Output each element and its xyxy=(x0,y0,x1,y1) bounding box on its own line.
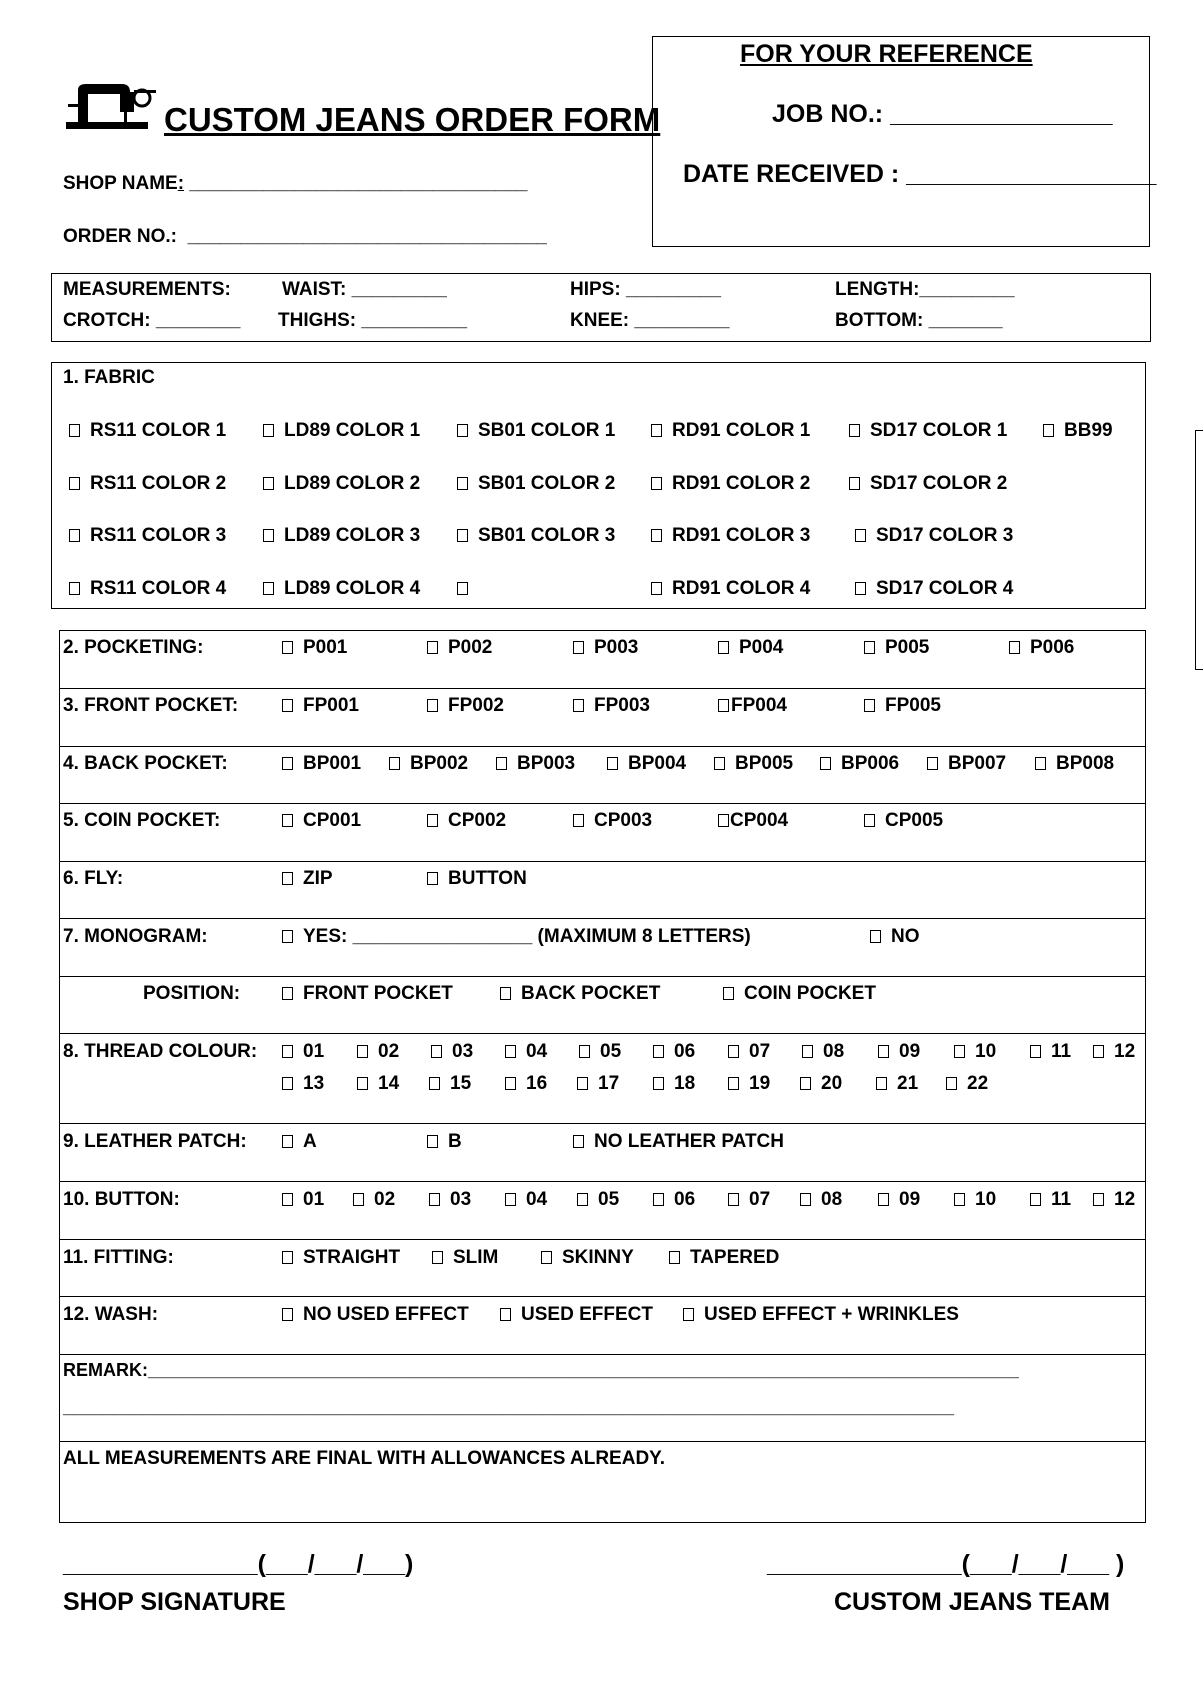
checkbox[interactable] xyxy=(427,814,438,827)
coin-pocket-option[interactable]: CP005 xyxy=(864,810,943,832)
pocketing-option[interactable]: P005 xyxy=(864,637,929,659)
pocketing-option[interactable]: P003 xyxy=(573,637,638,659)
fly-option[interactable]: ZIP xyxy=(282,868,333,890)
leather-patch-option[interactable]: B xyxy=(427,1131,462,1153)
checkbox[interactable] xyxy=(946,1077,957,1090)
row-divider xyxy=(59,746,1146,747)
button-option[interactable]: 09 xyxy=(878,1189,920,1211)
checkbox[interactable] xyxy=(651,529,662,542)
button-option[interactable]: 08 xyxy=(800,1189,842,1211)
checkbox[interactable] xyxy=(457,424,468,437)
thread-colour-option[interactable]: 11 xyxy=(1030,1041,1071,1063)
button-option[interactable]: 12 xyxy=(1093,1189,1135,1211)
wash-option[interactable]: NO USED EFFECT xyxy=(282,1304,469,1326)
button-option[interactable]: 01 xyxy=(282,1189,324,1211)
button-label: 10. BUTTON: xyxy=(63,1189,180,1210)
checkbox[interactable] xyxy=(718,814,729,827)
fitting-option[interactable]: STRAIGHT xyxy=(282,1247,400,1269)
thread-colour-option[interactable]: 16 xyxy=(505,1073,547,1095)
position-option[interactable]: COIN POCKET xyxy=(723,983,876,1005)
checkbox[interactable] xyxy=(800,1077,811,1090)
button-option[interactable]: 05 xyxy=(577,1189,619,1211)
waist-field[interactable]: WAIST: _________ xyxy=(282,279,447,300)
wash-label: 12. WASH: xyxy=(63,1304,159,1325)
checkbox[interactable] xyxy=(954,1193,965,1206)
shop-name-field[interactable]: SHOP NAME: ________________________________ xyxy=(63,173,528,194)
checkbox[interactable] xyxy=(263,529,274,542)
thread-colour-option[interactable]: 17 xyxy=(577,1073,619,1095)
checkbox[interactable] xyxy=(263,477,274,490)
fabric-option[interactable]: LD89 COLOR 3 xyxy=(263,525,420,547)
thread-colour-option[interactable]: 22 xyxy=(946,1073,988,1095)
bottom-field[interactable]: BOTTOM: _______ xyxy=(835,310,1003,331)
checkbox[interactable] xyxy=(457,477,468,490)
row-divider xyxy=(59,1239,1146,1240)
checkbox[interactable] xyxy=(573,699,584,712)
button-option[interactable]: 11 xyxy=(1030,1189,1071,1211)
row-divider xyxy=(59,1296,1146,1297)
checkbox[interactable] xyxy=(1093,1193,1104,1206)
page-title: CUSTOM JEANS ORDER FORM xyxy=(164,101,661,138)
checkbox[interactable] xyxy=(282,699,293,712)
checkbox[interactable] xyxy=(431,1045,442,1058)
back-pocket-option[interactable]: BP005 xyxy=(714,753,793,775)
back-pocket-option[interactable]: BP001 xyxy=(282,753,361,775)
checkbox[interactable] xyxy=(69,477,80,490)
checkbox[interactable] xyxy=(432,1251,443,1264)
checkbox[interactable] xyxy=(718,641,729,654)
thread-colour-option[interactable]: 01 xyxy=(282,1041,324,1063)
checkbox[interactable] xyxy=(69,424,80,437)
checkbox[interactable] xyxy=(282,641,293,654)
row-divider xyxy=(59,1441,1146,1442)
checkbox[interactable] xyxy=(1093,1045,1104,1058)
thread-colour-option[interactable]: 03 xyxy=(431,1041,473,1063)
pocketing-option[interactable]: P002 xyxy=(427,637,492,659)
front-pocket-option[interactable]: FP001 xyxy=(282,695,359,717)
row-divider xyxy=(59,688,1146,689)
knee-field[interactable]: KNEE: _________ xyxy=(570,310,730,331)
monogram-no-option[interactable]: NO xyxy=(870,926,920,948)
coin-pocket-option[interactable]: CP002 xyxy=(427,810,506,832)
pocketing-option[interactable]: P001 xyxy=(282,637,347,659)
checkbox[interactable] xyxy=(282,987,293,1000)
leather-patch-option[interactable]: NO LEATHER PATCH xyxy=(573,1131,784,1153)
row-divider xyxy=(59,976,1146,977)
thread-colour-option[interactable]: 08 xyxy=(802,1041,844,1063)
checkbox[interactable] xyxy=(607,757,618,770)
thread-colour-option[interactable]: 19 xyxy=(728,1073,770,1095)
job-no-field[interactable]: JOB NO.: ________________ xyxy=(772,100,1113,128)
thread-colour-option[interactable]: 20 xyxy=(800,1073,842,1095)
reference-title: FOR YOUR REFERENCE xyxy=(740,40,1033,68)
checkbox[interactable] xyxy=(669,1251,680,1264)
remark-line[interactable]: _________________________________________________________________________________________ xyxy=(63,1397,954,1417)
front-pocket-option[interactable]: FP004 xyxy=(718,695,787,717)
checkbox[interactable] xyxy=(800,1193,811,1206)
crotch-field[interactable]: CROTCH: ________ xyxy=(63,310,241,331)
row-divider xyxy=(59,1354,1146,1355)
pocketing-label: 2. POCKETING: xyxy=(63,637,204,658)
checkbox[interactable] xyxy=(1030,1045,1041,1058)
checkbox[interactable] xyxy=(263,582,274,595)
button-option[interactable]: 10 xyxy=(954,1189,996,1211)
fabric-option[interactable]: LD89 COLOR 1 xyxy=(263,420,420,442)
button-option[interactable]: 02 xyxy=(353,1189,395,1211)
checkbox[interactable] xyxy=(714,757,725,770)
checkbox[interactable] xyxy=(282,814,293,827)
checkbox[interactable] xyxy=(357,1077,368,1090)
pocketing-option[interactable]: P006 xyxy=(1009,637,1074,659)
hips-field[interactable]: HIPS: _________ xyxy=(570,279,722,300)
fitting-option[interactable]: SLIM xyxy=(432,1247,498,1269)
checkbox[interactable] xyxy=(1035,757,1046,770)
wash-option[interactable]: USED EFFECT + WRINKLES xyxy=(683,1304,959,1326)
thread-colour-label: 8. THREAD COLOUR: xyxy=(63,1041,258,1062)
coin-pocket-option[interactable]: CP003 xyxy=(573,810,652,832)
position-option[interactable]: FRONT POCKET xyxy=(282,983,453,1005)
sewing-machine-icon xyxy=(64,82,162,134)
checkbox[interactable] xyxy=(427,699,438,712)
checkbox[interactable] xyxy=(496,757,507,770)
checkbox[interactable] xyxy=(849,424,860,437)
checkbox[interactable] xyxy=(878,1045,889,1058)
order-no-field[interactable]: ORDER NO.: __________________________________ xyxy=(63,226,547,247)
thread-colour-option[interactable]: 12 xyxy=(1093,1041,1135,1063)
fitting-option[interactable]: SKINNY xyxy=(541,1247,634,1269)
coin-pocket-option[interactable]: CP004 xyxy=(718,810,788,832)
thread-colour-option[interactable]: 09 xyxy=(878,1041,920,1063)
checkbox[interactable] xyxy=(389,757,400,770)
checkbox[interactable] xyxy=(457,529,468,542)
checkbox[interactable] xyxy=(855,529,866,542)
shop-signature-label: SHOP SIGNATURE xyxy=(63,1588,286,1616)
checkbox[interactable] xyxy=(651,477,662,490)
monogram-label: 7. MONOGRAM: xyxy=(63,926,208,947)
fabric-option[interactable]: BB99 xyxy=(1043,420,1113,442)
front-pocket-option[interactable]: FP005 xyxy=(864,695,941,717)
length-field[interactable]: LENGTH:_________ xyxy=(835,279,1015,300)
back-pocket-option[interactable]: BP002 xyxy=(389,753,468,775)
row-divider xyxy=(59,861,1146,862)
button-option[interactable]: 07 xyxy=(728,1189,770,1211)
checkbox[interactable] xyxy=(820,757,831,770)
fabric-option[interactable]: SD17 COLOR 3 xyxy=(855,525,1013,547)
fabric-title: 1. FABRIC xyxy=(63,367,155,388)
checkbox[interactable] xyxy=(282,872,293,885)
date-received-field[interactable]: DATE RECEIVED : __________________ xyxy=(683,160,1157,188)
fly-option[interactable]: BUTTON xyxy=(427,868,527,890)
fabric-option[interactable] xyxy=(457,578,478,600)
coin-pocket-label: 5. COIN POCKET: xyxy=(63,810,221,831)
checkbox[interactable] xyxy=(282,1135,293,1148)
adjacent-page-edge xyxy=(1195,430,1203,670)
row-divider xyxy=(59,1123,1146,1124)
checkbox[interactable] xyxy=(505,1193,516,1206)
back-pocket-option[interactable]: BP007 xyxy=(927,753,1006,775)
pocketing-option[interactable]: P004 xyxy=(718,637,783,659)
checkbox[interactable] xyxy=(718,699,729,712)
checkbox[interactable] xyxy=(357,1045,368,1058)
checkbox[interactable] xyxy=(282,1193,293,1206)
fabric-option[interactable]: SD17 COLOR 1 xyxy=(849,420,1007,442)
checkbox[interactable] xyxy=(802,1045,813,1058)
fabric-option[interactable]: SB01 COLOR 2 xyxy=(457,473,615,495)
back-pocket-option[interactable]: BP008 xyxy=(1035,753,1114,775)
fabric-option[interactable]: RD91 COLOR 1 xyxy=(651,420,810,442)
checkbox[interactable] xyxy=(876,1077,887,1090)
checkbox[interactable] xyxy=(541,1251,552,1264)
fly-label: 6. FLY: xyxy=(63,868,124,889)
coin-pocket-option[interactable]: CP001 xyxy=(282,810,361,832)
position-label: POSITION: xyxy=(143,983,241,1004)
fabric-option[interactable]: LD89 COLOR 2 xyxy=(263,473,420,495)
checkbox[interactable] xyxy=(723,987,734,1000)
checkbox[interactable] xyxy=(427,872,438,885)
fabric-option[interactable]: RS11 COLOR 3 xyxy=(69,525,226,547)
checkbox[interactable] xyxy=(651,424,662,437)
checkbox[interactable] xyxy=(573,1135,584,1148)
thread-colour-option[interactable]: 05 xyxy=(579,1041,621,1063)
fabric-option[interactable]: SD17 COLOR 4 xyxy=(855,578,1013,600)
row-divider xyxy=(59,918,1146,919)
checkbox[interactable] xyxy=(282,1077,293,1090)
row-divider xyxy=(59,1033,1146,1034)
fabric-option[interactable]: RS11 COLOR 2 xyxy=(69,473,226,495)
fabric-option[interactable]: SB01 COLOR 3 xyxy=(457,525,615,547)
checkbox[interactable] xyxy=(927,757,938,770)
back-pocket-label: 4. BACK POCKET: xyxy=(63,753,228,774)
leather-patch-option[interactable]: A xyxy=(282,1131,317,1153)
button-option[interactable]: 04 xyxy=(505,1189,547,1211)
thread-colour-option[interactable]: 15 xyxy=(429,1073,471,1095)
checkbox[interactable] xyxy=(1030,1193,1041,1206)
checkbox[interactable] xyxy=(728,1045,739,1058)
checkbox[interactable] xyxy=(870,930,881,943)
checkbox[interactable] xyxy=(429,1193,440,1206)
checkbox[interactable] xyxy=(864,814,875,827)
checkbox[interactable] xyxy=(579,1045,590,1058)
checkbox[interactable] xyxy=(500,1308,511,1321)
checkbox[interactable] xyxy=(849,477,860,490)
checkbox[interactable] xyxy=(653,1077,664,1090)
checkbox[interactable] xyxy=(573,641,584,654)
back-pocket-option[interactable]: BP003 xyxy=(496,753,575,775)
checkbox[interactable] xyxy=(505,1077,516,1090)
checkbox[interactable] xyxy=(1043,424,1054,437)
checkbox[interactable] xyxy=(505,1045,516,1058)
front-pocket-option[interactable]: FP002 xyxy=(427,695,504,717)
checkbox[interactable] xyxy=(429,1077,440,1090)
row-divider xyxy=(59,803,1146,804)
position-option[interactable]: BACK POCKET xyxy=(500,983,660,1005)
button-option[interactable]: 06 xyxy=(653,1189,695,1211)
checkbox[interactable] xyxy=(728,1077,739,1090)
thread-colour-option[interactable]: 13 xyxy=(282,1073,324,1095)
thread-colour-option[interactable]: 14 xyxy=(357,1073,399,1095)
checkbox[interactable] xyxy=(864,641,875,654)
checkbox[interactable] xyxy=(577,1193,588,1206)
checkbox[interactable] xyxy=(427,641,438,654)
checkbox[interactable] xyxy=(282,1308,293,1321)
checkbox[interactable] xyxy=(855,582,866,595)
fabric-option[interactable]: SB01 COLOR 1 xyxy=(457,420,615,442)
thread-colour-option[interactable]: 06 xyxy=(653,1041,695,1063)
fitting-label: 11. FITTING: xyxy=(63,1247,174,1268)
front-pocket-label: 3. FRONT POCKET: xyxy=(63,695,239,716)
team-signature-label: CUSTOM JEANS TEAM xyxy=(834,1588,1110,1616)
thread-colour-option[interactable]: 10 xyxy=(954,1041,996,1063)
checkbox[interactable] xyxy=(864,699,875,712)
checkbox[interactable] xyxy=(573,814,584,827)
fabric-option[interactable]: RD91 COLOR 3 xyxy=(651,525,810,547)
button-option[interactable]: 03 xyxy=(429,1189,471,1211)
fitting-option[interactable]: TAPERED xyxy=(669,1247,779,1269)
team-signature-line[interactable]: ______________(___/___/___ ) xyxy=(767,1550,1125,1578)
thread-colour-option[interactable]: 02 xyxy=(357,1041,399,1063)
shop-signature-line[interactable]: ______________(___/___/___) xyxy=(63,1550,414,1578)
checkbox[interactable] xyxy=(728,1193,739,1206)
checkbox[interactable] xyxy=(954,1045,965,1058)
fabric-option[interactable]: RS11 COLOR 1 xyxy=(69,420,226,442)
checkbox[interactable] xyxy=(653,1193,664,1206)
remark-field[interactable]: REMARK:_______________________________________________________________________________________ xyxy=(63,1360,1019,1380)
back-pocket-option[interactable]: BP006 xyxy=(820,753,899,775)
measurements-note: ALL MEASUREMENTS ARE FINAL WITH ALLOWANCES ALREADY. xyxy=(63,1448,666,1469)
fabric-option[interactable]: SD17 COLOR 2 xyxy=(849,473,1007,495)
thread-colour-option[interactable]: 04 xyxy=(505,1041,547,1063)
back-pocket-option[interactable]: BP004 xyxy=(607,753,686,775)
checkbox[interactable] xyxy=(282,1251,293,1264)
checkbox[interactable] xyxy=(353,1193,364,1206)
fabric-option[interactable]: RD91 COLOR 2 xyxy=(651,473,810,495)
row-divider xyxy=(59,1181,1146,1182)
checkbox[interactable] xyxy=(282,1045,293,1058)
checkbox[interactable] xyxy=(427,1135,438,1148)
thread-colour-option[interactable]: 07 xyxy=(728,1041,770,1063)
fabric-option[interactable]: RS11 COLOR 4 xyxy=(69,578,226,600)
checkbox[interactable] xyxy=(577,1077,588,1090)
fabric-option[interactable]: LD89 COLOR 4 xyxy=(263,578,420,600)
checkbox[interactable] xyxy=(69,582,80,595)
thread-colour-option[interactable]: 21 xyxy=(876,1073,918,1095)
checkbox[interactable] xyxy=(282,930,293,943)
front-pocket-option[interactable]: FP003 xyxy=(573,695,650,717)
measurements-label: MEASUREMENTS: xyxy=(63,279,231,300)
checkbox[interactable] xyxy=(282,757,293,770)
fabric-option[interactable]: RD91 COLOR 4 xyxy=(651,578,810,600)
checkbox[interactable] xyxy=(500,987,511,1000)
checkbox[interactable] xyxy=(457,582,468,595)
checkbox[interactable] xyxy=(1009,641,1020,654)
checkbox[interactable] xyxy=(263,424,274,437)
checkbox[interactable] xyxy=(683,1308,694,1321)
checkbox[interactable] xyxy=(878,1193,889,1206)
thread-colour-option[interactable]: 18 xyxy=(653,1073,695,1095)
checkbox[interactable] xyxy=(69,529,80,542)
wash-option[interactable]: USED EFFECT xyxy=(500,1304,653,1326)
leather-patch-label: 9. LEATHER PATCH: xyxy=(63,1131,247,1152)
checkbox[interactable] xyxy=(653,1045,664,1058)
thighs-field[interactable]: THIGHS: __________ xyxy=(278,310,468,331)
monogram-yes-option[interactable]: YES: _________________ (MAXIMUM 8 LETTERS) xyxy=(282,926,751,948)
checkbox[interactable] xyxy=(651,582,662,595)
